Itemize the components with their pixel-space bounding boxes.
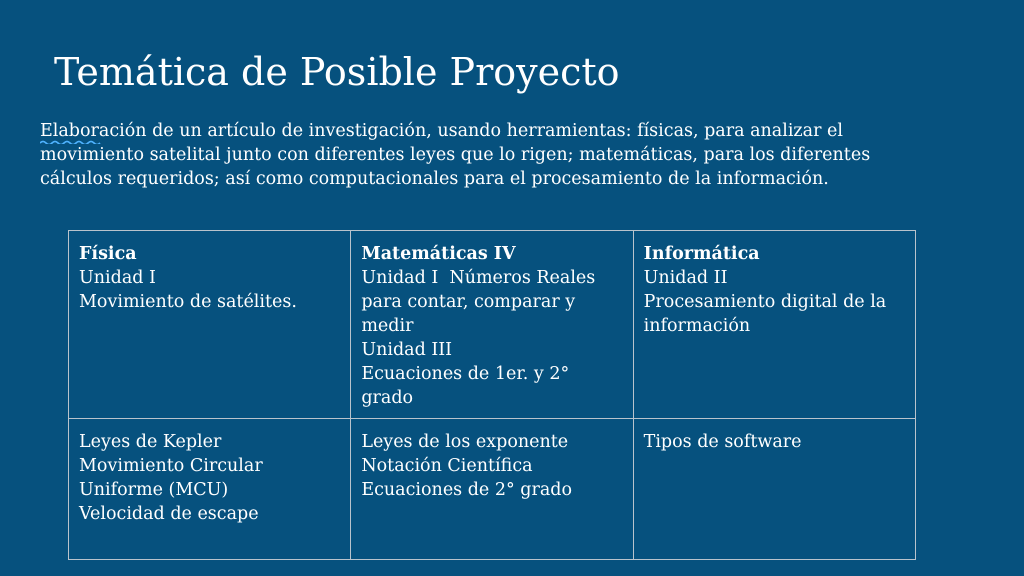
table-row — [69, 231, 916, 419]
cell-fisica-topics — [69, 419, 351, 560]
cell-heading: Física — [79, 244, 137, 264]
cell-line: Procesamiento digital de la información — [643, 292, 887, 336]
cell-line: Leyes de los exponente — [361, 432, 569, 452]
cell-matematicas-topics — [351, 419, 633, 560]
cell-line: Ecuaciones de 2° grado — [361, 480, 573, 500]
cell-fisica — [69, 231, 351, 419]
intro-paragraph: Elaboración de un artículo de investigación, usando herramientas: físicas, para analizar el movimiento satelital junto con diferentes leyes que lo rigen; matemáticas, para los diferentes cálculos requeridos; así como computacionales para el procesamiento de la información. — [40, 121, 871, 189]
cell-informatica — [633, 231, 915, 419]
cell-line: Leyes de Kepler — [79, 432, 222, 452]
spellcheck-underline — [40, 140, 102, 144]
cell-line: Movimiento de satélites. — [79, 292, 297, 312]
cell-line: Unidad II — [643, 268, 728, 288]
cell-line: Unidad I Números Reales para contar, comparar y medir — [361, 268, 601, 336]
cell-heading: Matemáticas IV — [361, 244, 516, 264]
subjects-table — [68, 230, 916, 560]
cell-matematicas — [351, 231, 633, 419]
cell-line: Movimiento Circular Uniforme (MCU) — [79, 456, 263, 500]
cell-informatica-topics — [633, 419, 915, 560]
cell-line: Tipos de software — [643, 432, 802, 452]
cell-heading: Informática — [643, 244, 760, 264]
cell-line: Unidad III — [361, 340, 453, 360]
cell-line: Unidad I — [79, 268, 156, 288]
cell-line: Notación Científica — [361, 456, 533, 476]
table-row — [69, 419, 916, 560]
slide-title: Temática de Posible Proyecto — [54, 50, 620, 94]
cell-line: Velocidad de escape — [79, 504, 259, 524]
cell-line: Ecuaciones de 1er. y 2° grado — [361, 364, 570, 408]
